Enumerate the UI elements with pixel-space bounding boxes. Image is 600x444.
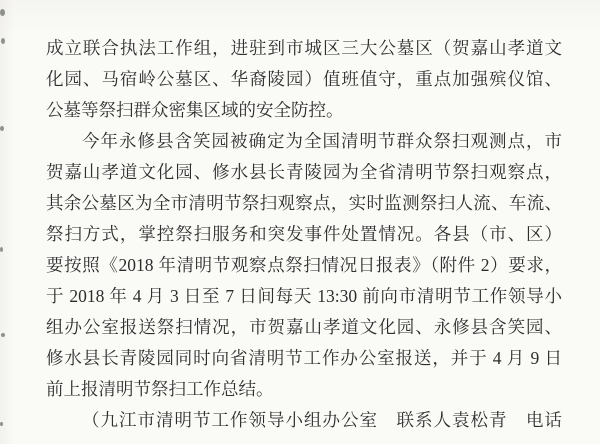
text-line: 要按照《2018 年清明节观察点祭扫情况日报表》（附件 2）要求，: [46, 255, 562, 275]
text-line: 组办公室报送祭扫情况，市贺嘉山孝道文化园、永修县含笑园、: [46, 317, 562, 337]
text-line: 其余公墓区为全市清明节祭扫观察点，实时监测祭扫人流、车流、: [46, 193, 562, 213]
text-line: （九江市清明节工作领导小组办公室 联系人袁松青 电话: [82, 410, 562, 430]
scan-artifact: [0, 422, 3, 426]
scan-artifact: [0, 9, 5, 16]
text-line: 贺嘉山孝道文化园、修水县长青陵园为全省清明节祭扫观察点，: [46, 162, 562, 182]
text-line: 成立联合执法工作组，进驻到市城区三大公墓区（贺嘉山孝道文: [46, 38, 562, 58]
text-line: 祭扫方式，掌控祭扫服务和突发事件处置情况。各县（市、区）: [46, 224, 562, 244]
document-page: [46, 33, 562, 436]
scan-artifact: [0, 247, 3, 252]
scan-artifact: [1, 38, 5, 44]
text-line: 前上报清明节祭扫工作总结。: [46, 379, 274, 399]
text-line: 化园、马宿岭公墓区、华裔陵园）值班值守，重点加强殡仪馆、: [46, 69, 562, 89]
text-line: 修水县长青陵园同时向省清明节工作办公室报送，并于 4 月 9 日: [46, 348, 562, 368]
text-line: 今年永修县含笑园被确定为全国清明节群众祭扫观测点，市: [82, 131, 562, 151]
scan-artifact: [1, 333, 5, 337]
scan-artifact: [0, 126, 4, 131]
text-line: 公墓等祭扫群众密集区域的安全防控。: [46, 100, 344, 120]
text-line: 于 2018 年 4 月 3 日至 7 日间每天 13:30 前向市清明节工作领导小: [46, 286, 562, 306]
